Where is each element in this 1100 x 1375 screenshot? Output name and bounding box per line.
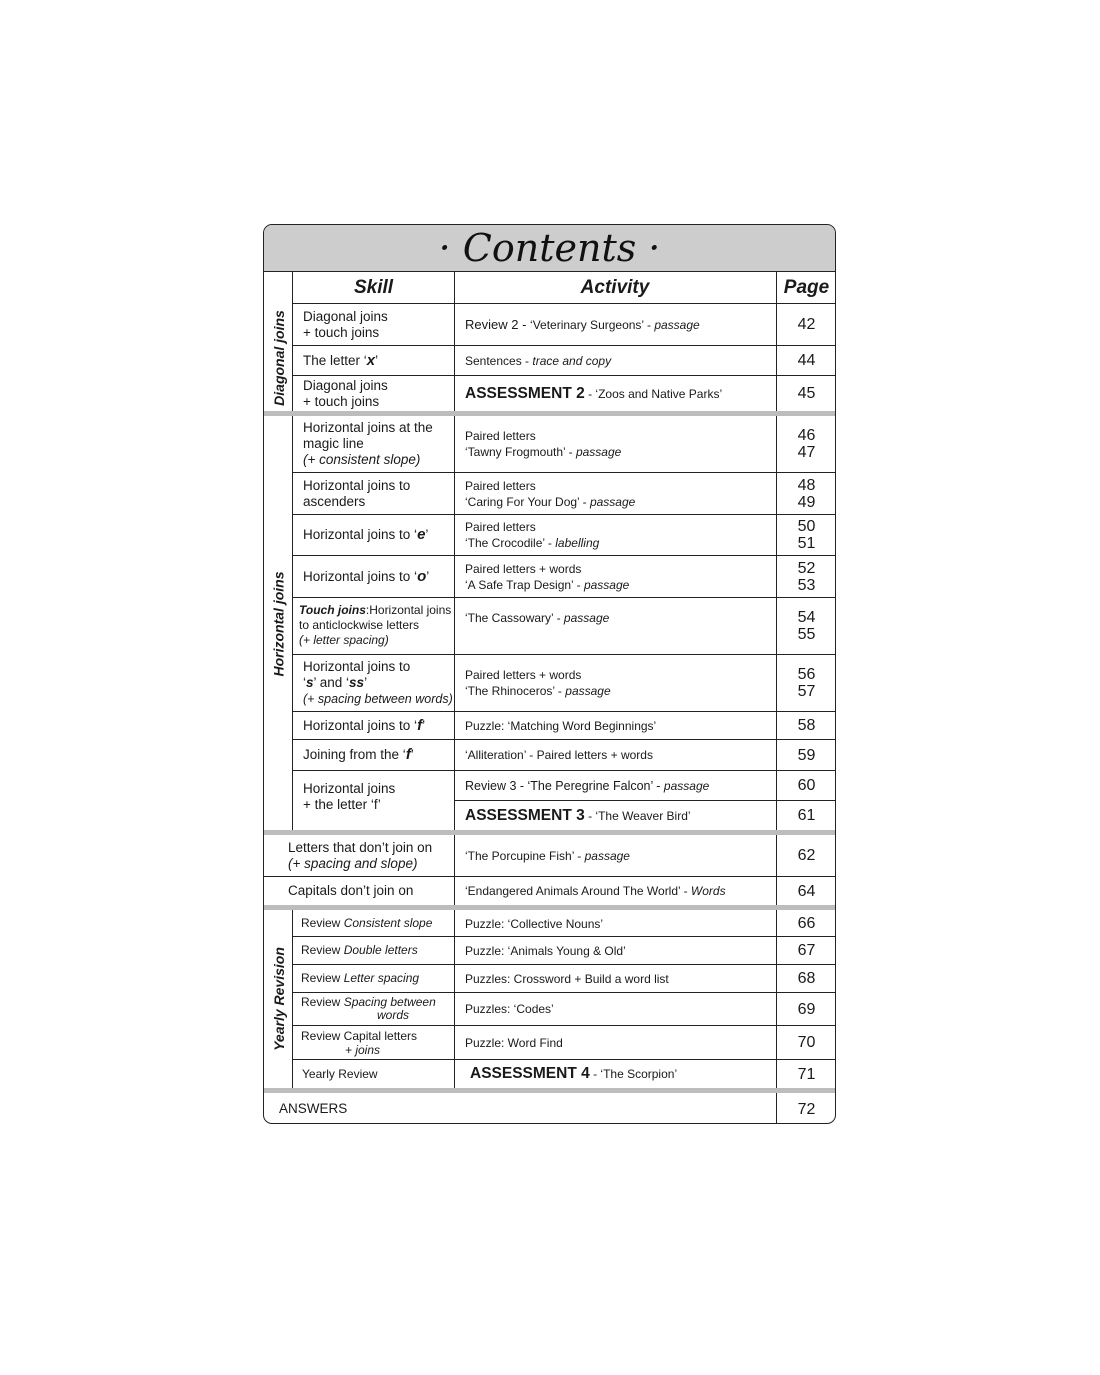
page-number: 48: [797, 476, 816, 494]
activity-text: - ‘Zoos and Native Parks’: [584, 386, 723, 401]
page-number: 70: [797, 1034, 816, 1051]
skill-focus: Letter spacing: [343, 971, 420, 985]
skill-text: ascenders: [303, 493, 366, 509]
table-row-skill: [293, 473, 454, 514]
table-row-activity: [454, 771, 776, 800]
table-row-page: [776, 346, 836, 375]
table-row-activity: [454, 515, 776, 555]
table-row-page: [776, 1093, 836, 1124]
page-number: 71: [797, 1065, 816, 1083]
page-number: 60: [797, 777, 816, 794]
table-row-skill: [293, 598, 454, 654]
skill-note: (+ consistent slope): [303, 452, 421, 467]
table-row-activity: [454, 712, 776, 739]
page-number: 56: [797, 666, 816, 683]
page-number: 54: [797, 609, 816, 626]
table-row-activity: [454, 416, 776, 472]
table-row-page: [776, 911, 836, 936]
table-row-skill: [293, 376, 454, 411]
table-row-skill: [293, 1060, 454, 1088]
table-row-page: [776, 937, 836, 964]
table-row-activity: [454, 877, 776, 905]
page-number: 46: [797, 427, 816, 444]
activity-text: Puzzles: ‘Codes’: [465, 1002, 554, 1016]
table-row-skill: [293, 911, 454, 936]
activity-type: passage: [584, 848, 630, 863]
table-row-activity: [454, 993, 776, 1025]
skill-focus: words: [377, 1008, 410, 1022]
activity-text: ‘Caring For Your Dog’ -: [465, 494, 590, 509]
table-row-page: [776, 598, 836, 654]
skill-text: Diagonal joins: [303, 308, 388, 324]
table-row-activity: [454, 801, 776, 830]
section-label: Horizontal joins: [270, 571, 287, 677]
skill-text: Horizontal joins to ‘: [303, 717, 418, 733]
page-number: 66: [797, 915, 816, 932]
skill-text: Horizontal joins to ‘: [303, 527, 418, 542]
table-row-activity: [454, 346, 776, 375]
table-row-activity: [454, 655, 776, 711]
skill-text: + touch joins: [303, 324, 380, 340]
skill-letter: f: [417, 716, 423, 734]
activity-text: ‘Alliteration’ - Paired letters + words: [465, 748, 653, 762]
activity-type: Words: [690, 884, 726, 898]
page-number: 53: [797, 576, 816, 594]
skill-text: Diagonal joins: [303, 377, 388, 393]
page-number: 64: [797, 882, 816, 900]
skill-text: :Horizontal joins: [365, 603, 452, 617]
activity-text: ‘A Safe Trap Design’ -: [465, 577, 584, 592]
activity-text: Sentences -: [465, 353, 533, 368]
skill-text: Horizontal joins to ‘: [303, 568, 418, 584]
assessment-label: ASSESSMENT 4: [470, 1065, 590, 1082]
activity-type: passage: [654, 317, 700, 332]
table-row-page: [776, 965, 836, 992]
activity-type: labelling: [555, 536, 600, 550]
table-row-activity: [454, 376, 776, 411]
skill-text: ’: [426, 568, 430, 584]
table-row-page: [776, 515, 836, 555]
activity-text: ‘Veterinary Surgeons’ -: [530, 317, 655, 332]
skill-text: Horizontal joins to: [303, 477, 411, 493]
header-activity: Activity: [580, 277, 650, 298]
page-number: 57: [797, 683, 816, 700]
activity-type: trace and copy: [532, 353, 612, 368]
table-row-page: [776, 1026, 836, 1059]
page-title: · Contents ·: [438, 226, 661, 270]
section-diagonal-joins: [264, 304, 293, 411]
skill-text: ’: [422, 717, 426, 733]
skill-text: Joining from the ‘: [303, 747, 406, 762]
skill-text: ’: [425, 527, 429, 542]
page-number: 69: [797, 1000, 816, 1018]
page-number: 44: [797, 352, 816, 369]
table-row-activity: [454, 965, 776, 992]
title-bar: [264, 225, 835, 272]
skill-text: Horizontal joins to: [303, 659, 411, 674]
table-row-page: [776, 1060, 836, 1088]
skill-text: ’: [375, 352, 379, 368]
assessment-label: ASSESSMENT 3: [465, 806, 585, 824]
table-row-skill: [293, 937, 454, 964]
section-label: Yearly Revision: [270, 947, 287, 1051]
page-number: 52: [797, 559, 816, 577]
activity-text: ‘The Porcupine Fish’ -: [465, 848, 585, 863]
table-row-page: [776, 801, 836, 830]
table-row-page: [776, 740, 836, 770]
skill-text: Horizontal joins at the: [303, 420, 433, 435]
skill-letter: x: [366, 351, 376, 369]
skill-text: Review: [301, 943, 344, 957]
activity-text: - ‘The Scorpion’: [589, 1067, 678, 1081]
activity-text: Puzzle: ‘Collective Nouns’: [465, 916, 604, 931]
activity-text: Puzzles: Crossword + Build a word list: [465, 971, 669, 986]
page-number: 51: [797, 535, 816, 552]
table-row-activity: [454, 473, 776, 514]
activity-text: Review 3 - ‘The Peregrine Falcon’ -: [465, 778, 664, 793]
activity-text: ‘Tawny Frogmouth’ -: [465, 445, 576, 459]
skill-letter: o: [417, 567, 427, 585]
activity-text: Paired letters + words: [465, 561, 582, 576]
skill-text: ’ and ‘: [313, 675, 350, 690]
table-row-page: [776, 993, 836, 1025]
skill-letter: e: [417, 526, 426, 543]
skill-letter: f: [405, 746, 411, 763]
answers-label: ANSWERS: [279, 1101, 348, 1116]
skill-note: (+ spacing and slope): [288, 855, 418, 871]
section-divider: [264, 905, 835, 910]
table-row-skill: [278, 835, 454, 876]
activity-text: Puzzle: Word Find: [465, 1035, 563, 1050]
skill-text: + the letter ‘f’: [303, 797, 381, 812]
skill-text: The letter ‘: [303, 352, 367, 368]
skill-text: ’: [364, 675, 368, 690]
table-row-activity: [454, 1026, 776, 1059]
contents-table: [263, 224, 836, 1124]
activity-text: ‘The Cassowary’ -: [465, 611, 564, 625]
activity-text: ‘The Crocodile’ -: [465, 536, 556, 550]
activity-type: passage: [565, 684, 611, 698]
skill-note: (+ letter spacing): [299, 633, 389, 647]
skill-text: Touch joins: [299, 603, 366, 617]
page-number: 42: [797, 316, 816, 333]
table-row-page: [776, 473, 836, 514]
assessment-label: ASSESSMENT 2: [465, 384, 585, 402]
table-row-page: [776, 712, 836, 739]
skill-focus: Spacing between: [343, 995, 436, 1009]
page-number: 49: [797, 493, 816, 511]
skill-text: Yearly Review: [302, 1066, 378, 1081]
activity-type: passage: [583, 577, 630, 592]
table-row-activity: [454, 740, 776, 770]
table-row-activity: [454, 835, 776, 876]
table-row-skill: [293, 416, 454, 472]
activity-text: Paired letters + words: [465, 668, 582, 682]
table-row-skill: [293, 771, 454, 830]
table-row-skill: [293, 965, 454, 992]
skill-focus: Double letters: [343, 943, 418, 957]
skill-text: Horizontal joins: [303, 781, 396, 796]
page-number: 68: [797, 970, 816, 987]
table-row-skill: [293, 346, 454, 375]
section-yearly-revision: [264, 910, 293, 1088]
table-row-skill: [293, 993, 454, 1025]
skill-text: Capitals don’t join on: [288, 883, 414, 898]
skill-letter: s: [306, 675, 314, 690]
skill-text: Review: [301, 916, 344, 930]
table-row-activity: [454, 911, 776, 936]
activity-type: passage: [563, 611, 610, 625]
table-row-page: [776, 556, 836, 597]
table-row-skill: [293, 712, 454, 739]
activity-text: ‘Endangered Animals Around The World’ -: [465, 884, 691, 898]
table-row-skill: [293, 304, 454, 345]
skill-focus: Consistent slope: [343, 916, 433, 930]
skill-text: Review: [301, 995, 344, 1009]
activity-text: Paired letters: [465, 429, 536, 443]
page-number: 61: [797, 807, 816, 824]
activity-text: Review 2 -: [465, 316, 531, 332]
table-row-skill: [293, 740, 454, 770]
skill-note: (+ spacing between words): [303, 692, 453, 706]
table-row-skill: [293, 655, 454, 711]
skill-text: Letters that don’t join on: [288, 839, 433, 855]
activity-type: passage: [663, 778, 710, 793]
table-row-page: [776, 416, 836, 472]
table-row-activity: [454, 937, 776, 964]
page-number: 62: [797, 847, 816, 864]
table-row-skill: [293, 1026, 454, 1059]
page-number: 45: [797, 385, 816, 402]
activity-text: Paired letters: [465, 520, 536, 534]
section-label: Diagonal joins: [270, 309, 287, 406]
page-number: 59: [797, 746, 816, 764]
activity-text: - ‘The Weaver Bird’: [584, 808, 691, 823]
skill-text: to anticlockwise letters: [299, 618, 420, 632]
skill-focus: + joins: [345, 1042, 381, 1057]
header-skill: Skill: [353, 277, 394, 298]
table-row-skill: [293, 515, 454, 555]
table-row-activity: [454, 598, 776, 654]
skill-text: + touch joins: [303, 393, 380, 409]
section-horizontal-joins: [264, 418, 293, 830]
page-number: 58: [797, 717, 816, 734]
page-number: 50: [797, 518, 816, 535]
page-number: 55: [797, 626, 816, 643]
skill-letter: ss: [349, 675, 365, 690]
table-row-activity: [454, 556, 776, 597]
activity-type: passage: [575, 445, 622, 459]
skill-text: ’: [410, 747, 414, 762]
table-row-activity: [454, 304, 776, 345]
activity-text: ‘The Rhinoceros’ -: [465, 684, 566, 698]
table-row-page: [776, 771, 836, 800]
table-row-page: [776, 877, 836, 905]
skill-text: magic line: [303, 436, 364, 451]
table-row-skill: [278, 877, 454, 905]
activity-text: Paired letters: [465, 478, 536, 493]
table-row-activity: [454, 1060, 776, 1088]
table-row-page: [776, 304, 836, 345]
header-page: Page: [783, 277, 830, 298]
table-row-page: [776, 376, 836, 411]
page-number: 72: [797, 1100, 816, 1118]
page-number: 67: [797, 942, 816, 959]
answers-row: [269, 1093, 569, 1124]
skill-text: ‘: [303, 675, 306, 690]
table-row-page: [776, 835, 836, 876]
activity-type: passage: [589, 494, 636, 509]
activity-text: Puzzle: ‘Matching Word Beginnings’: [465, 718, 657, 733]
skill-text: Review: [301, 971, 344, 985]
activity-text: Puzzle: ‘Animals Young & Old’: [465, 943, 626, 958]
skill-text: Review Capital letters: [301, 1028, 418, 1043]
table-row-page: [776, 655, 836, 711]
page-number: 47: [797, 444, 816, 461]
table-row-skill: [293, 556, 454, 597]
